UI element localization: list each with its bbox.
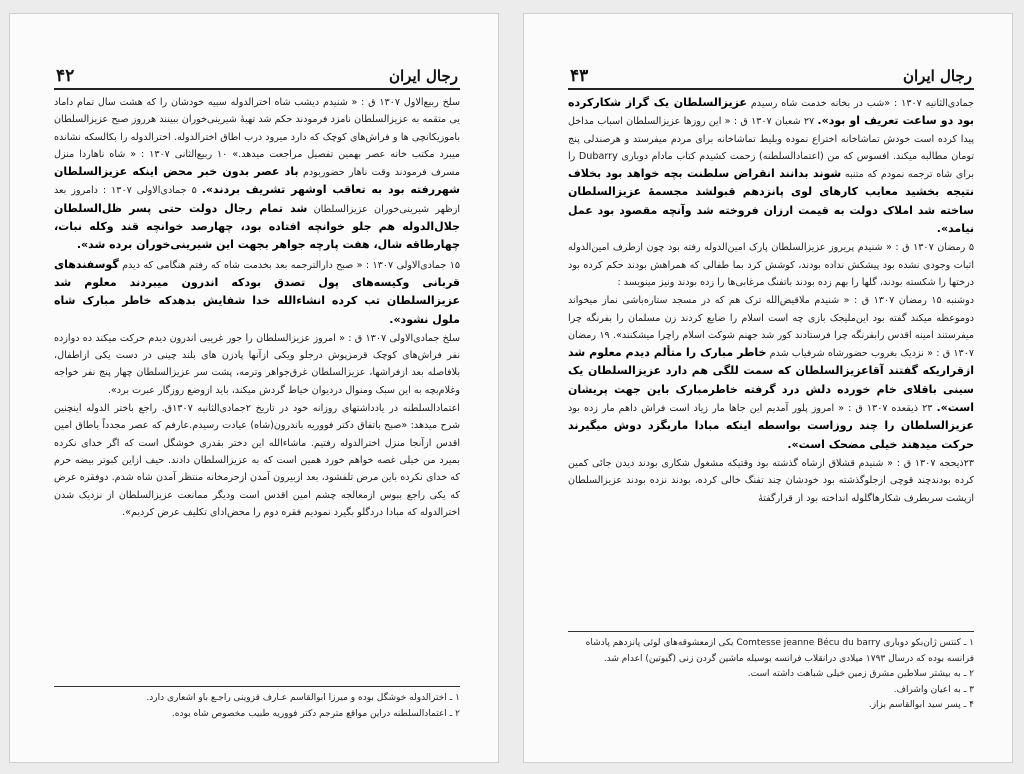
text-run: سبیه خودشان را که هشت سال تمام داماد یی متقمه به عزیزالسلطان نامزد فرمودند حکم شد تهیهٔ شیرینی‌خوران ببینند هرروز صبح عزیزالسلطان باموزیکانچی ها و فراش‌های کوچک که دارد میرود درب اطاق اخترالدوله. اخترالدوله را بکالسکه نشانده میبرد مکتب خانه عصر بهمین تفصیل مراجعت میدهد.» ۱۰ ربیع‌الثانی ۱۳۰۷ : « شاه ناهاردا منزل مسرف فرمودند وقت ناهار حضوربودم <box>54 97 460 179</box>
footnote: ۱ ـ اخترالدوله خوشگل بوده و میرزا ابوالقاسم عـارف قزوینی راجـع باو اشعاری دارد. <box>146 693 460 703</box>
text-run: سلخ جمادی‌الاولی ۱۳۰۷ ق : « امروز عزیزالسلطان را جور غریبی اندرون دیدم حرکت میکند ده دوازده نفر فراش‌های کوچک قرمزپوش درجلو ویکی ازآنها پادزن های بلند چینی در دست یکی ازاطفال، بلافاصله بعد ازفراشها، عزیزالسلطان غرق‌جواهر وترمه، پشت سر عزیزالسلطان چهار پنج نفر خواجه وغلام‌بچه به این سبک ومنوال دردیوان خیاط گردش میکند، باید ازوضع روزگار عبرت برد». <box>54 332 460 396</box>
paragraph <box>568 94 974 238</box>
page-left <box>10 14 498 762</box>
footnote-divider <box>54 686 460 687</box>
bold-run: خاطر مبارک را متألم دیدم معلوم شد ازقراریکه گفتند آقاعزیزالسلطان که سمت للگی هم دارد عزیزالسلطان یک سینی باقلای خام خورده دلش درد گرفته خاطرمبارک باین جهت پریشان است». <box>568 346 974 415</box>
paragraph <box>568 292 974 454</box>
footnote-divider <box>568 631 974 632</box>
footnote: ۴ ـ پسر سید ابوالقاسم بزاز. <box>868 700 974 710</box>
text-run: اعتمادالسلطنه در یادداشتهای روزانه خود در تاریخ ۲جمادی‌الثانیه ۱۳۰۷ق. راجع باختر الدوله اینچنین شرح میدهد: «صبح باتفاق دکتر فووریه باندرون(شاه) عیادت رسیدم.عارفم که عصر مجدداً باطاق امین اقدس ازآنجا منزل اخترالدوله رفتیم. ماشاءالله این دختر بقدری خوشگل است که اگر خدای نکرده بمیرد من خیلی غصه خواهم خورد همین است که به عزیزالسلطان دادند. حیف ازاین کبوتر بیضه حرم که خدای نکرده باین مرض تلفشود، بعد ازبیرون آمدن ازحرمخانه منتظر آمدن شاه شدم. دوفقره عرض که یکی راجع ببوس ازمعالجه چشم امین اقدس است ودیگر ممانعت عزیزالسلطان از نزدیک شدن اخترالدوله که مبادا دردگلو بگیرد نمودیم فقره دوم را محض‌ادای تکلیف عرض کردیم». <box>54 403 460 518</box>
text-run: ۱۵ جمادی‌الاولی ۱۳۰۷ : « صبح دارالترجمه بعد بخدمت شاه که رفتم هنگامی که دیدم <box>118 259 460 271</box>
page-number: ۴۳ <box>570 66 589 86</box>
paragraph <box>568 455 974 507</box>
paragraph <box>54 330 460 399</box>
running-title: رجال ایران <box>902 67 972 85</box>
text-run: ۵ رمضان ۱۳۰۷ ق : « شنیدم پریروز عزیزالسلطان پارک امین‌الدوله رفته بود چون ازطرف امین‌الدوله اثبات وجودی نشده بود پیشکش نداده بودند، کوشش کرد بما طفالی که همراهش بودند حکم کرده بود درختها را شکسته بودند، گلها را بهم زده بودند باتفنگ مرغابی‌ها را زده بودند ونیز مینویسد : <box>568 242 974 288</box>
bold-run: قبولشد مجسمهٔ عزیزالسلطان ساخته شد املاک دولت به قیمت ارزان فروخته شد وآنچه مقصود بود عمل نیامد». <box>568 185 974 236</box>
bold-run: عزیزالسلطان یک گراز شکارکرده بود دو ساعت تعریف او بود». <box>568 96 974 128</box>
paragraph <box>54 400 460 521</box>
footnote: ۲ ـ به بیشتر سلاطین مشرق زمین خیلی شباهت داشته است. <box>747 669 974 679</box>
page-right <box>524 14 1012 762</box>
bold-run: شوند بدانند انقراض سلطنت بچه خواهد بود بخلاف نتیجه بخشید معایب کارهای لوی پانزدهم <box>568 167 974 199</box>
page-body <box>54 94 460 522</box>
footnote: ۲ ـ اعتمادالسلطنه دراین مواقع مترجم دکتر فووریه طبیب مخصوص شاه بوده. <box>171 708 460 719</box>
bold-run: گوسفندهای قربانی وکیسه‌های پول تصدق بودکه اندرون میبردند معلوم شد عزیزالسلطان تب کرده انشاءالله خدا شفایش بدهدکه خاطر مبارک شاه ملول نشود». <box>54 257 460 326</box>
text-run: سلخ ربیع‌الاول ۱۳۰۷ ق : « شنیدم دیشب شاه اخترالدوله <box>230 97 460 108</box>
text-run: ۲۷ شعبان ۱۳۰۷ ق : « این روزها عزیزالسلطان اسباب مداخل پیدا کرده است خودش تماشاخانه اختراع نموده وبلیط تماشاخانه برای مردم میفرستد و هرصندلی پنج تومان مطالبه میکند. افسوس که من (اعتمادالسلطنه) زحمت کشیدم کتاب مادام دوباری Dubarry را برای شاه ترجمه نمودم که متنبه <box>568 116 974 181</box>
footnote: ۳ ـ به اعیان واشراف. <box>893 684 974 695</box>
paragraph <box>54 94 460 255</box>
page-body <box>568 94 974 508</box>
text-run: ۵ جمادی‌الاولی ۱۳۰۷ : دامروز بعد ازظهر شیرینی‌خوران عزیزالسلطان <box>54 185 461 215</box>
page-number: ۴۲ <box>56 66 75 86</box>
bold-run: شد تمام رجال دولت حتی پسر ظل‌السلطان جلال‌الدوله هم جلو خوانچه افتاده بود، چهارصد خوانچه قند وکله نبات، چهارطاقه شال، هفت پارچه جواهر بجهت این شیرینی‌خوران برده شد». <box>54 201 460 252</box>
text-run: ۲۳ ذیقعده ۱۳۰۷ ق : « امروز پلور آمدیم این جاها مار زیاد است فراش داهم مار زده بود <box>568 403 937 415</box>
footnotes <box>54 691 460 722</box>
text-run: ۲۳ذیحجه ۱۳۰۷ ق : « شنیدم قشلاق ازشاه گذشته بود وقتیکه مشغول شکاری بودند دیدن جائی کمین کرده بودندچند قوچی ازجلوگذشته بود خودشان چند تفنگ خالی کرده، بودند نزده بودند عزیزالسلطان ازپشت سربطرف شکارهاگلوله انداخته بود از قرارگفتهٔ <box>568 457 974 504</box>
footnote: ۱ ـ کنتس ژان‌بکو دوباری Comtesse jeanne Bécu du barry یکی ازمعشوقه‌های لوئی پانزدهم پادشاه فرانسه بوده که درسال ۱۷۹۳ میلادی درانقلاب فرانسه بوسیله ماشین گردن زنی (گیوتین) اعدام شد. <box>585 638 974 664</box>
text-run: دوشنبه ۱۵ رمضان ۱۳۰۷ ق : « شنیدم ملاقیض‌الله ترک هم که در مسجد ستاره‌باشی نماز میخواند دوموعظه میکند گفته بود این‌ملیجک بازی چه است اسلام را ضایع کردند زن مسلمان را بفرنگه چرا میفرستند امینه اقدس رابفرنگه چرا فرستادند کور شد جهنم شوکت اسلام راچرا میشکنند». ۱۹ رمضان ۱۳۰۷ ق : « نزدیک بغروب حضورشاه شرفیاب شدم <box>568 295 975 360</box>
text-run: جمادی‌الثانیه ۱۳۰۷ : «شب در بخانه خدمت شاه رسیدم <box>746 98 974 109</box>
running-title: رجال ایران <box>388 67 458 85</box>
paragraph <box>568 239 974 291</box>
paragraph <box>54 256 460 329</box>
bold-run: عزیزالسلطان را چند روزاست بواسطه اینکه مبادا ماربگزد دوش میگیرند حرکت میدهند خیلی مضحک است». <box>568 419 974 451</box>
bold-run: باد عصر بدون خبر محض اینکه عزیزالسلطان شهررفته بود به تعاقب اوشهر تشریف بردند». <box>54 165 460 197</box>
footnotes <box>568 636 974 714</box>
page-header <box>568 66 974 90</box>
page-header <box>54 66 460 90</box>
